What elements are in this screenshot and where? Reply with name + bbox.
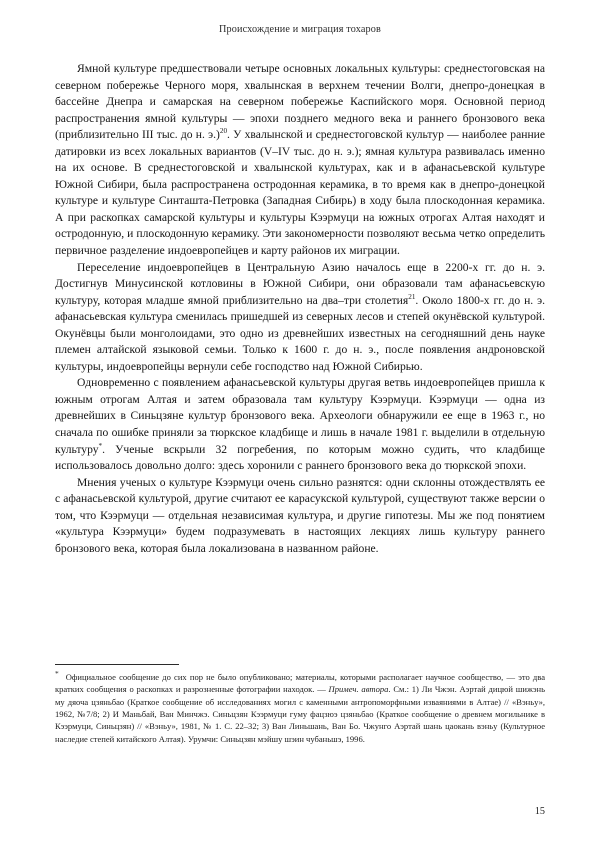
paragraph	[55, 61, 545, 260]
footnote-reference-marker[interactable]: 21	[408, 292, 416, 301]
paragraph	[55, 375, 545, 474]
footnote-segment-one: Официальное сообщение до сих пор не было опубликовано; материалы, которыми располагает научное сообщество, — это два кратких сообщения о раскопках и разрозненные фотографии находок. —	[55, 672, 545, 695]
footnote-marker-asterisk: *	[55, 669, 59, 679]
paragraph-text-before-note: Одновременно с появлением афанасьевской культуры другая ветвь индоевропейцев пришла к южным отрогам Алтая и затем образовала там культуру Кээрмуци. Кээрмуци — одна из древнейших в Синьцзяне культур бронзового века. Археологи обнаружили ее еще в 1963 г., но сначала по ошибке приняли за тюркское кладбище и лишь в начале 1981 г. выделили в отдельную культуру	[55, 376, 545, 456]
body-text-column	[55, 61, 545, 557]
paragraph	[55, 260, 545, 376]
footnote-entry	[55, 671, 545, 745]
paragraph-text-before-note: Переселение индоевропейцев в Центральную Азию началось еще в 2200-х гг. до н. э. Достигнув Минусинской котловины в Южной Сибири, они образовали там афанасьевскую культуру, которая младше ямной приблизительно на два–три столетия	[55, 260, 545, 307]
paragraph-text-after-note: . У хвалынской и среднестоговской культур — наиболее ранние датировки из всех локальных вариантов (V–IV тыс. до н. э.); ямная культура развивалась именно на их основе. В среднестоговской и хвалынской культурах, как и в афанасьевской культуре Южной Сибири, была распространена остродонная керамика, в то время как в днепро-донецкой культуре и культуре Синташта-Петровка (Западная Сибирь) в ходу была плоскодонная керамика. А при раскопках самарской культуры и культуры Кээрмуци на южных отрогах Алтая находят и остродонную, и плоскодонную керамику. Эти закономерности позволяют весьма четко определить первичное разделение индоевропейцев и карту районов их миграции.	[55, 128, 545, 258]
footnote-author-note-italic: Примеч. автора	[328, 684, 389, 695]
footnote-reference-marker[interactable]: 20	[219, 127, 228, 136]
page-number: 15	[534, 806, 545, 817]
paragraph-text-after-note: . Ученые вскрыли 32 погребения, по которым можно судить, что кладбище использовалось довольно долго: здесь хоронили с раннего бронзового века до тюркской эпохи.	[55, 442, 545, 473]
paragraph-text-before-note: Мнения ученых о культуре Кээрмуци очень сильно разнятся: одни склонны отождествлять ее с афанасьевской культурой, другие считают ее карасукской культурой, существуют также версии о том, что Кээрмуци — отдельная независимая культура, и другие гипотезы. Мы же под понятием «культура Кээрмуци» будем подразумевать в настоящих лекциях лишь культуру раннего бронзового века, которая была локализована в названном районе.	[55, 475, 545, 555]
footnote-reference-marker-asterisk[interactable]: *	[98, 441, 103, 450]
paragraph-text-after-note: . Около 1800-х гг. до н. э. афанасьевская культура сменилась пришедшей из северных лесов и степей окунёвской культурой. Окунёвцы были монголоидами, это одно из древнейших известных на сегодняшний день науке племен алтайской языковой семьи. Только к 1600 г. до н. э., после появления андроновской культуры, индоевропейцы вернули себе господство над Южной Сибирью.	[55, 293, 545, 373]
paragraph-text-before-note: Ямной культуре предшествовали четыре основных локальных культуры: среднестоговская на северном побережье Черного моря, хвалынская в верхнем течении Волги, днепро-донецкая в бассейне Днепра и самарская на северном побережье Каспийского моря. Основной период распространения ямной культуры — эпохи позднего медного века и раннего бронзового века (приблизительно III тыс. до н. э.)	[55, 62, 545, 142]
footnote-separator-rule	[55, 664, 179, 665]
footnote-segment-two: . См.: 1) Ли Чжэн. Аэртай дицюй шижэнь му дяоча цзяньбао (Краткое сообщение об исследованиях могил с каменными антропоморфными изваяниями в Алтае) // «Вэньу», 1962, №7/8; 2) И Маньбай, Ван Минчжэ. Синьцзян Кээрмуци гуму фацзюэ цзяньбао (Краткое сообщение о древнем могильнике в Кээрмуци, Синьцзян) // «Вэньу», 1981, № 1. С. 22–32; 3) Ван Линьшань, Ван Бо. Чжунго Аэртай шань цаокань вэньу (Культурное наследие степей китайского Алтая). Урумчи: Синьцзян мэйшу шэин чубаньшэ, 1996.	[55, 684, 545, 744]
paragraph	[55, 475, 545, 558]
running-head: Происхождение и миграция тохаров	[219, 24, 381, 35]
footnote-zone	[55, 664, 545, 745]
